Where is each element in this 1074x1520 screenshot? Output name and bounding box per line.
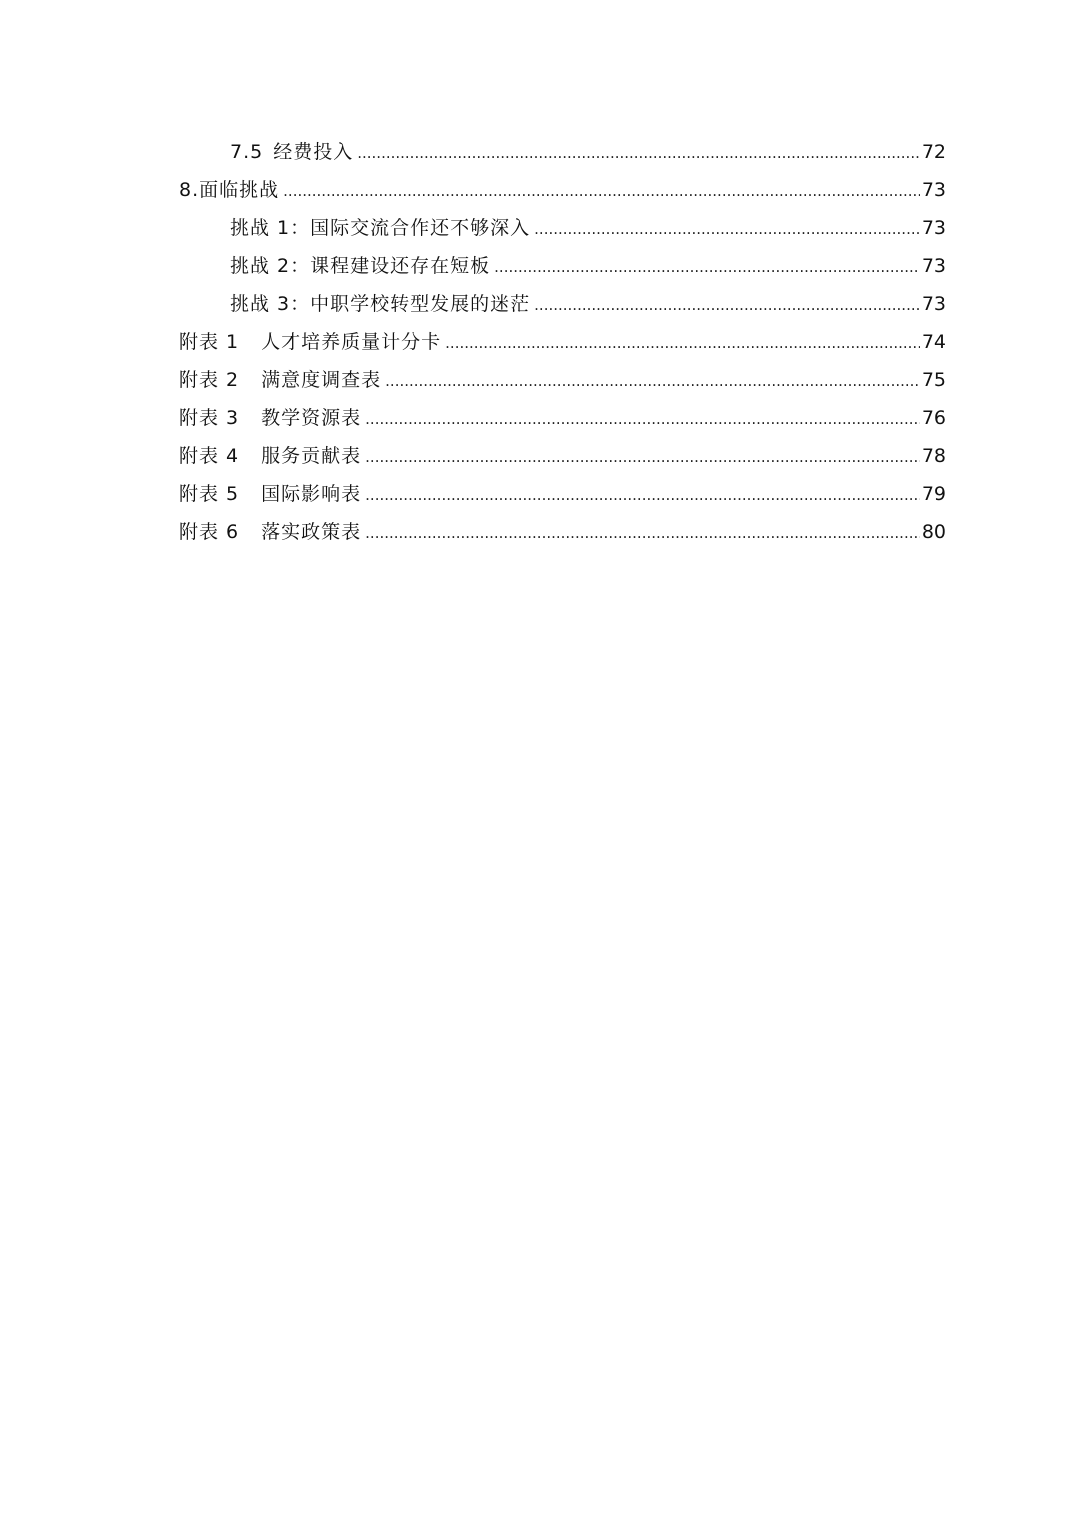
toc-page-number: 80 [921, 521, 946, 543]
toc-entry-challenge-1[interactable] [230, 209, 946, 247]
toc-entry-number: 8. [179, 179, 200, 201]
toc-entry-number: 附表 2 [179, 369, 240, 391]
toc-entry-number: 挑战 2： [230, 255, 311, 277]
dot-leader [534, 286, 920, 324]
toc-page-number: 78 [921, 445, 946, 467]
toc-page-number: 75 [921, 369, 946, 391]
toc-entry-label [179, 399, 361, 437]
toc-page-number: 73 [921, 179, 946, 201]
toc-entry-title: 教学资源表 [261, 407, 362, 429]
toc-entry-title: 国际影响表 [261, 483, 362, 505]
toc-entry-label [179, 475, 361, 513]
toc-entry-appendix-6[interactable] [179, 513, 946, 551]
toc-entry-title: 满意度调查表 [261, 369, 382, 391]
toc-entry-title: 中职学校转型发展的迷茫 [310, 293, 531, 315]
toc-page-number: 76 [921, 407, 946, 429]
toc-entry-title: 人才培养质量计分卡 [261, 331, 442, 353]
toc-entry-label [230, 247, 490, 285]
dot-leader [365, 438, 920, 476]
toc-entry-challenge-3[interactable] [230, 285, 946, 323]
dot-leader [494, 248, 920, 286]
dot-leader [365, 476, 920, 514]
toc-entry-title: 服务贡献表 [261, 445, 362, 467]
dot-leader [357, 134, 920, 172]
toc-entry-number: 挑战 1： [230, 217, 311, 239]
toc-page-number: 74 [921, 331, 946, 353]
toc-entry-appendix-1[interactable] [179, 323, 946, 361]
toc-entry-number: 挑战 3： [230, 293, 311, 315]
toc-entry-number: 7.5 [230, 141, 264, 163]
dot-leader [365, 514, 920, 552]
toc-entry-title: 课程建设还存在短板 [310, 255, 491, 277]
toc-entry-appendix-2[interactable] [179, 361, 946, 399]
dot-leader [385, 362, 920, 400]
toc-entry-appendix-5[interactable] [179, 475, 946, 513]
toc-page-number: 73 [921, 255, 946, 277]
toc-entry-label [179, 171, 279, 209]
toc-page-number: 73 [921, 217, 946, 239]
dot-leader [445, 324, 920, 362]
toc-entry-number: 附表 1 [179, 331, 240, 353]
toc-entry-title: 国际交流合作还不够深入 [310, 217, 531, 239]
toc-entry-8[interactable] [179, 171, 946, 209]
toc-entry-label [179, 361, 381, 399]
toc-page-number: 79 [921, 483, 946, 505]
toc-page-number: 73 [921, 293, 946, 315]
toc-entry-number: 附表 5 [179, 483, 240, 505]
dot-leader [534, 210, 920, 248]
toc-entry-label [230, 209, 530, 247]
toc-entry-title: 经费投入 [273, 141, 354, 163]
toc-entry-label [230, 285, 530, 323]
toc-entry-title: 落实政策表 [261, 521, 362, 543]
toc-entry-number: 附表 4 [179, 445, 240, 467]
toc-entry-appendix-3[interactable] [179, 399, 946, 437]
toc-entry-challenge-2[interactable] [230, 247, 946, 285]
toc-page-number: 72 [921, 141, 946, 163]
toc-entry-label [179, 513, 361, 551]
toc-entry-label [230, 133, 353, 171]
toc-entry-appendix-4[interactable] [179, 437, 946, 475]
table-of-contents [0, 133, 1074, 551]
dot-leader [365, 400, 920, 438]
dot-leader [283, 172, 920, 210]
toc-entry-title: 面临挑战 [199, 179, 280, 201]
toc-entry-label [179, 323, 441, 361]
toc-entry-label [179, 437, 361, 475]
toc-entry-7-5[interactable] [230, 133, 946, 171]
toc-entry-number: 附表 6 [179, 521, 240, 543]
toc-entry-number: 附表 3 [179, 407, 240, 429]
